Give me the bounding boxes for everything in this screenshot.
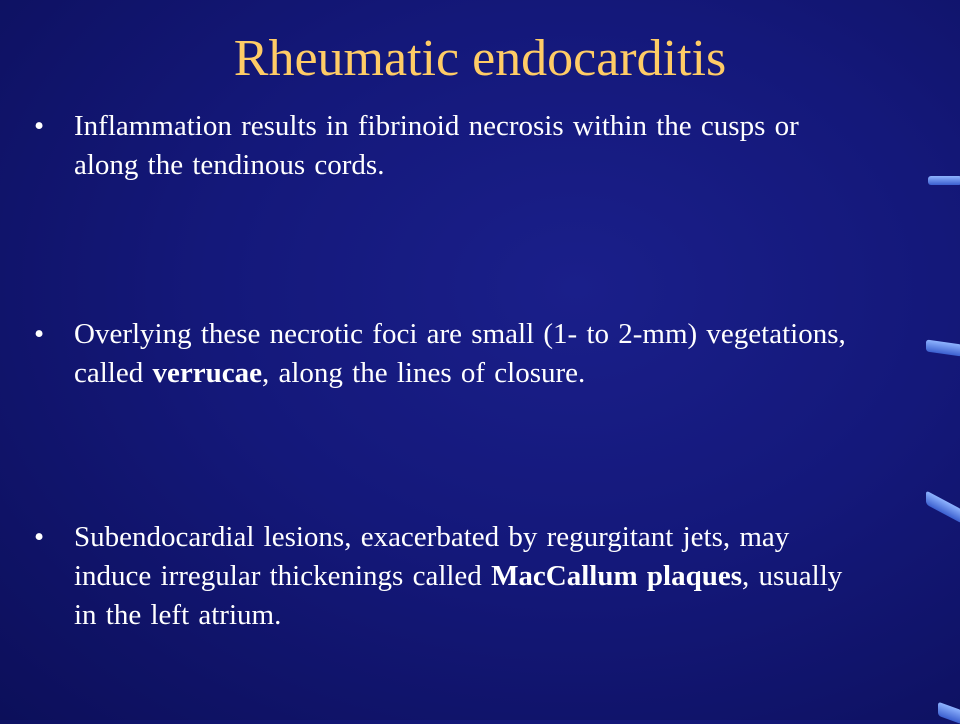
decorative-bar [926,490,960,523]
term-maccallum-plaques: MacCallum plaques [491,560,742,592]
bullet-icon: • [34,318,45,350]
decorative-bar [938,702,960,724]
bullet-text-end: , along the lines of closure. [261,357,586,389]
bullet-text-start: Overlying these necrotic foci are small (1- to 2-mm) vegetations, called [74,318,846,389]
bullet-text-start: Subendocardial lesions, exacerbated by regurgitant jets, may induce irregular thickenings called [74,521,790,592]
slide-title: Rheumatic endocarditis [233,30,727,87]
bullet-item-1 [32,107,862,185]
bullet-icon: • [34,110,45,142]
term-verrucae: verrucae [152,357,262,389]
bullet-icon: • [34,521,45,553]
decorative-bar [928,176,960,185]
bullet-item-2 [32,315,862,393]
bullet-item-3 [32,518,862,635]
bullet-text: Inflammation results in fibrinoid necrosis within the cusps or along the tendinous cords. [74,110,799,181]
bullet-text-end: , usually in the left atrium. [74,560,843,631]
decorative-bar [926,339,960,356]
